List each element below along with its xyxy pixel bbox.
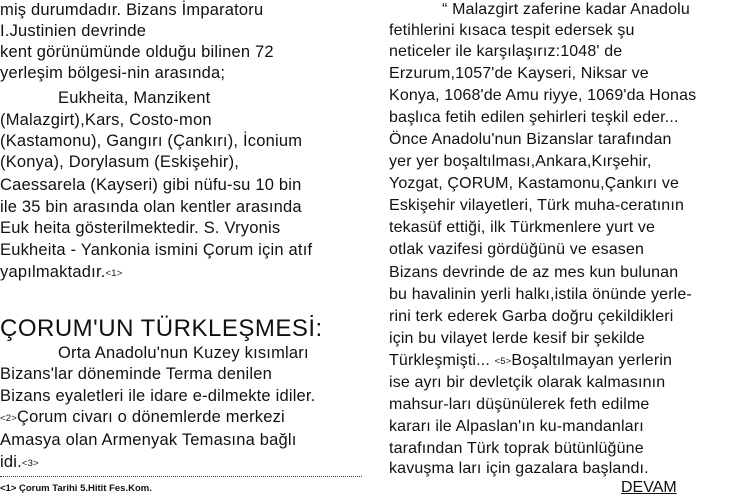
right-line-17-tail: Boşaltılmayan yerlerin [511, 352, 673, 369]
right-line-17-text: Türkleşmişti... [389, 352, 490, 369]
left-line-12: Eukheita - Yankonia ismini Çorum için atıf [0, 241, 313, 259]
left-line-3: kent görünümünde olduğu bilinen 72 [0, 43, 274, 61]
right-line-3: neticeler ile karşılaşırız:1048' de [389, 43, 623, 60]
right-line-2: fetihlerini kısaca tespit edersek şu [389, 22, 635, 39]
right-line-13: Bizans devrinde de az mes kun bulunan [389, 264, 679, 281]
left-line-13-text: yapılmaktadır. [0, 263, 106, 281]
right-line-1: “ Malazgirt zaferine kadar Anadolu [442, 1, 690, 18]
footnote: <1> Çorum Tarihi 5.Hitit Fes.Kom. [0, 483, 152, 494]
footnote-ref-3: <3> [21, 458, 39, 469]
section-line-5: Amasya olan Armenyak Temasına bağlı [0, 431, 297, 449]
right-line-10: Eskişehir vilayetleri, Türk muha-ceratının [389, 197, 684, 214]
left-line-10: ile 35 bin arasında olan kentler arasında [0, 198, 302, 216]
right-line-5: Konya, 1068'de Amu riyye, 1069'da Honas [389, 87, 697, 104]
right-line-12: otlak vazifesi gördüğünü ve esasen [389, 241, 645, 258]
right-line-7: Önce Anadolu'nun Bizanslar tarafından [389, 131, 672, 148]
right-line-8: yer yer boşaltılması,Ankara,Kırşehir, [389, 153, 652, 170]
right-line-18: ise ayrı bir devletçik olarak kalmasının [389, 374, 666, 391]
section-line-4-text: Çorum civarı o dönemlerde merkezi [16, 408, 285, 426]
footnote-ref-2: <2> [0, 413, 17, 424]
right-line-9: Yozgat, ÇORUM, Kastamonu,Çankırı ve [389, 175, 680, 192]
right-line-19: mahsur-ları düşünülerek feth edilme [389, 396, 650, 413]
section-line-2: Bizans'lar döneminde Terma denilen [0, 365, 272, 383]
right-line-16: için bu vilayet lerde kesif bir şekilde [389, 330, 645, 347]
footnote-divider [0, 476, 362, 477]
left-line-1: miş durumdadır. Bizans İmparatoru [0, 1, 264, 19]
left-line-7: (Kastamonu), Gangırı (Çankırı), İconium [0, 132, 303, 150]
left-line-9: Caessarela (Kayseri) gibi nüfu-su 10 bin [0, 176, 302, 194]
left-line-5: Eukheita, Manzikent [58, 89, 211, 107]
left-line-8: (Konya), Dorylasum (Eskişehir), [0, 153, 240, 171]
right-line-14: bu havalinin yerli halkı,istila önünde yerle- [389, 286, 692, 303]
right-line-22: kavuşma ları için gazalara başlandı. [389, 460, 649, 477]
right-line-21: tarafından Türk toprak bütünlüğüne [389, 440, 644, 457]
right-line-11: tekasüf ettiği, ilk Türkmenlere yurt ve [389, 219, 656, 236]
right-line-6: başlıca fetih edilen şehirleri teşkil eder... [389, 109, 679, 126]
section-line-6 [0, 452, 39, 474]
right-line-15: rini terk ederek Garba doğru çekildikleri [389, 308, 674, 325]
section-line-4 [0, 407, 285, 429]
section-line-3: Bizans eyaletleri ile idare e-dilmekte idiler. [0, 387, 316, 405]
footnote-ref-1: <1> [105, 268, 123, 279]
left-line-11: Euk heita gösterilmektedir. S. Vryonis [0, 219, 281, 237]
footnote-ref-5: <5> [494, 356, 512, 367]
section-heading: ÇORUM'UN TÜRKLEŞMESİ: [0, 315, 323, 342]
right-line-4: Erzurum,1057'de Kayseri, Niksar ve [389, 65, 649, 82]
section-line-1: Orta Anadolu'nun Kuzey kısımları [58, 344, 309, 362]
right-line-20: kararı ile Alpaslan'ın ku-mandanları [389, 418, 644, 435]
left-line-6: (Malazgirt),Kars, Costo-mon [0, 111, 212, 129]
right-line-17 [389, 351, 672, 372]
left-line-13 [0, 262, 123, 284]
section-line-6-text: idi. [0, 453, 22, 471]
left-line-2: I.Justinien devrinde [0, 22, 147, 40]
left-line-4: yerleşim bölgesi-nin arasında; [0, 64, 226, 82]
continue-label: DEVAM [621, 479, 677, 496]
